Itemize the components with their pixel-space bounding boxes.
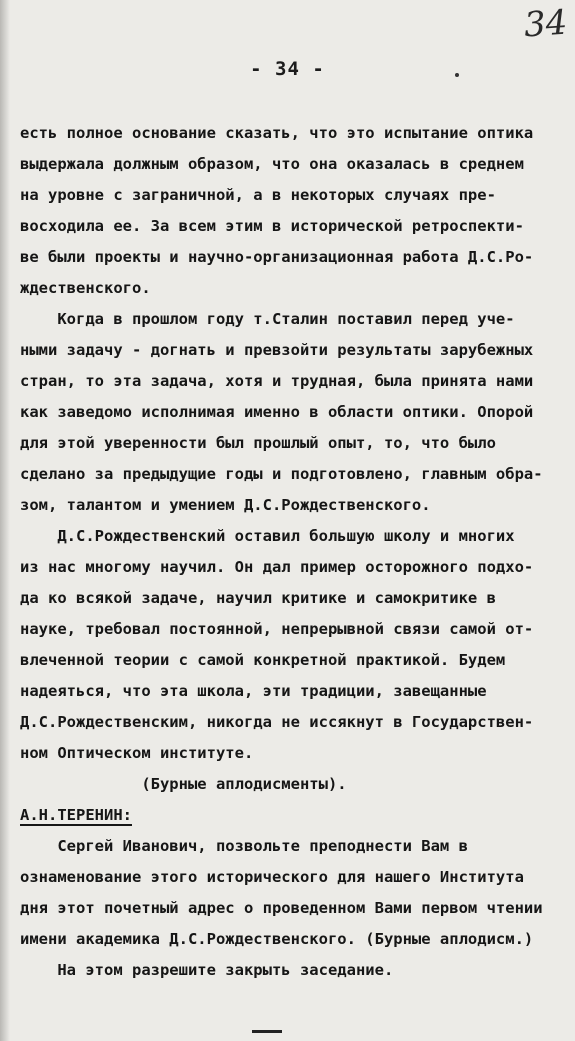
handwritten-page-number: 34	[522, 2, 569, 46]
end-rule	[252, 1030, 282, 1033]
text-line: зом, талантом и умением Д.С.Рождественского.	[20, 496, 431, 514]
text-line: дня этот почетный адрес о проведенном Вами первом чтении	[20, 899, 543, 917]
document-body	[20, 118, 560, 986]
text-line: Сергей Иванович, позвольте преподнести Вам в	[20, 837, 468, 855]
text-line: восходила ее. За всем этим в исторической ретроспекти-	[20, 217, 524, 235]
paragraph-address	[20, 831, 560, 955]
text-line: имени академика Д.С.Рождественского. (Бурные аплодисм.)	[20, 930, 534, 948]
speaker-name: А.Н.ТЕРЕНИН:	[20, 806, 132, 824]
text-line: науке, требовал постоянной, непрерывной связи самой от-	[20, 620, 534, 638]
paragraph-school	[20, 521, 560, 769]
page-number: - 34 -	[250, 58, 325, 80]
text-line: На этом разрешите закрыть заседание.	[20, 961, 394, 979]
text-line: Когда в прошлом году т.Сталин поставил перед уче-	[20, 310, 515, 328]
text-line: ознаменование этого исторического для нашего Института	[20, 868, 524, 886]
text-line: Д.С.Рождественским, никогда не иссякнут в Государствен-	[20, 713, 534, 731]
scan-edge-shadow	[0, 0, 10, 1041]
text-line: для этой уверенности был прошлый опыт, то, что было	[20, 434, 496, 452]
paragraph-conclusion	[20, 118, 560, 304]
text-line: есть полное основание сказать, что это испытание оптика	[20, 124, 534, 142]
text-line: влеченной теории с самой конкретной практикой. Будем	[20, 651, 506, 669]
text-line: да ко всякой задаче, научил критике и самокритике в	[20, 589, 496, 607]
text-line: ждественского.	[20, 279, 151, 297]
text-line: ными задачу - догнать и превзойти результаты зарубежных	[20, 341, 534, 359]
text-line: ве были проекты и научно-организационная работа Д.С.Ро-	[20, 248, 534, 266]
paragraph-stalin-task	[20, 304, 560, 521]
text-line: надеяться, что эта школа, эти традиции, завещанные	[20, 682, 487, 700]
text-line: Д.С.Рождественский оставил большую школу и многих	[20, 527, 515, 545]
text-line: (Бурные аплодисменты).	[20, 775, 347, 793]
text-line: как заведомо исполнимая именно в области оптики. Опорой	[20, 403, 534, 421]
applause-note	[20, 769, 560, 800]
text-line: ном Оптическом институте.	[20, 744, 254, 762]
text-line: выдержала должным образом, что она оказалась в среднем	[20, 155, 524, 173]
text-line: из нас многому научил. Он дал пример осторожного подхо-	[20, 558, 534, 576]
paragraph-closing	[20, 955, 560, 986]
text-line: на уровне с заграничной, а в некоторых случаях пре-	[20, 186, 496, 204]
text-line: стран, то эта задача, хотя и трудная, была принята нами	[20, 372, 534, 390]
ink-speck	[455, 73, 459, 77]
text-line: сделано за предыдущие годы и подготовлено, главным обра-	[20, 465, 543, 483]
